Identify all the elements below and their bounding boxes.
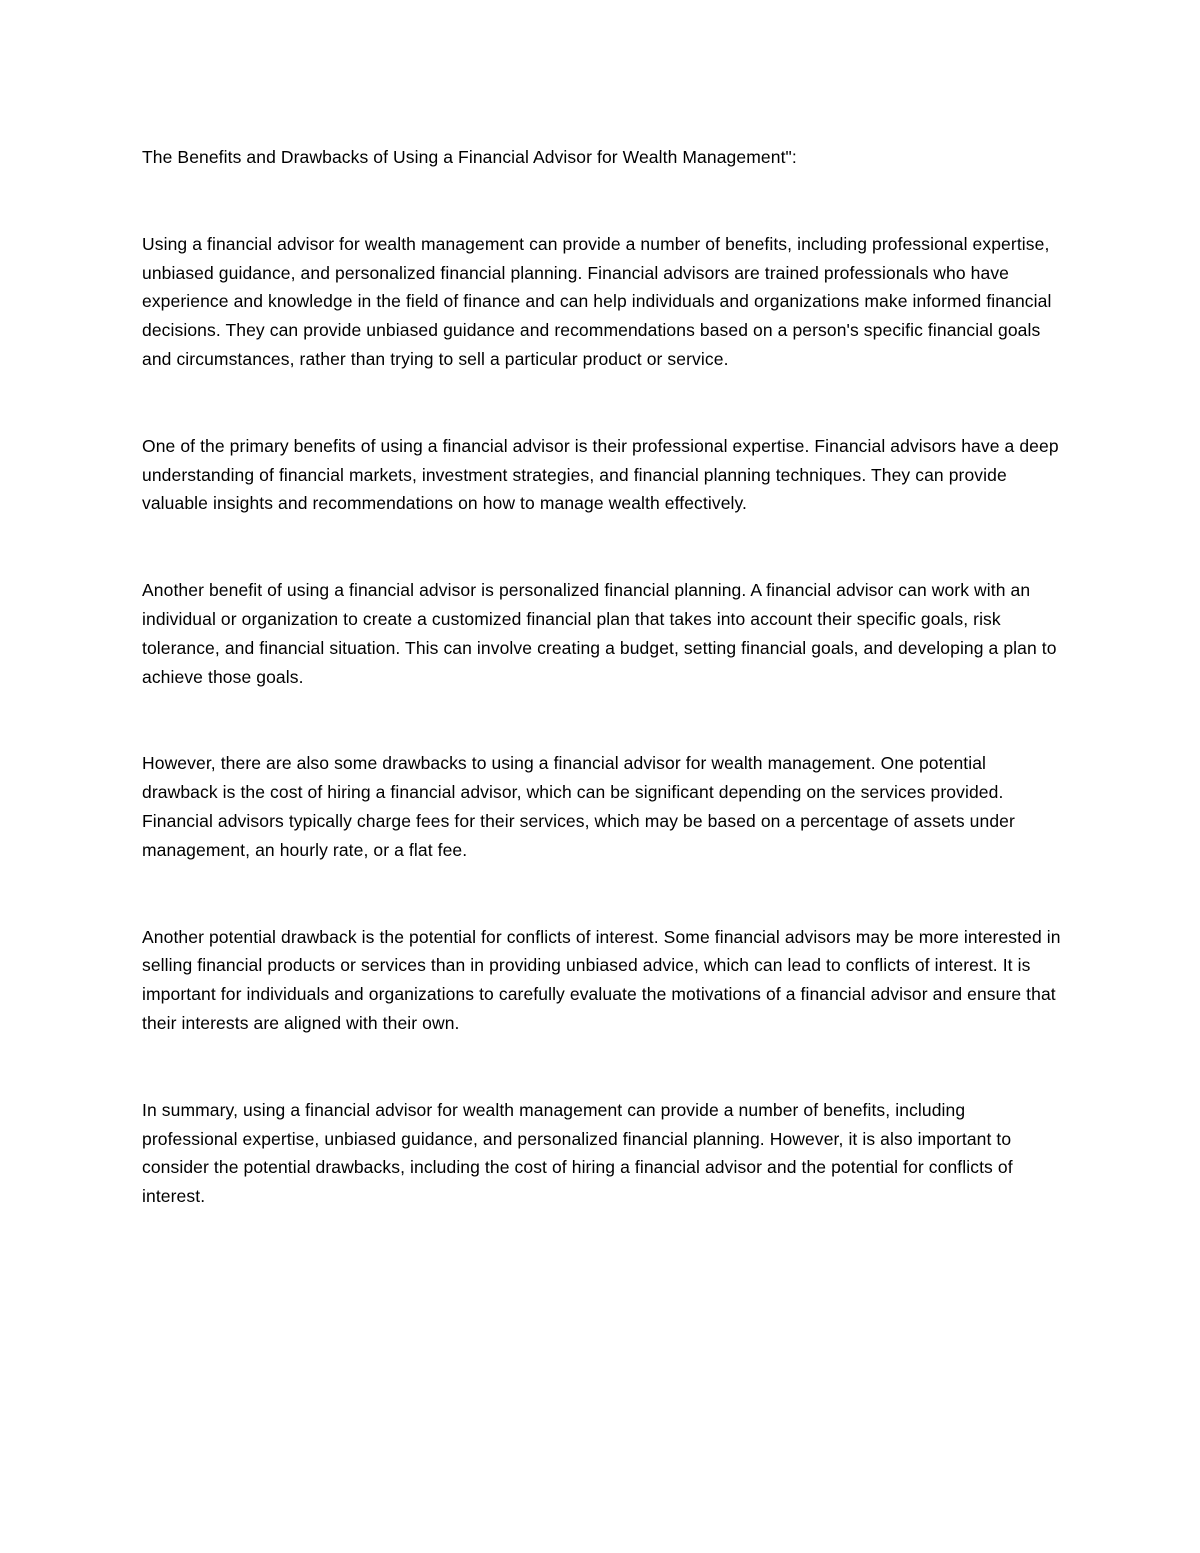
paragraph-intro: Using a financial advisor for wealth management can provide a number of benefits, including professional expertise, unbiased guidance, and personalized financial planning. Financial advisors are trained professionals who have experience and knowledge in the field of finance and can help individuals and organizations make informed financial decisions. They can provide unbiased guidance and recommendations based on a person's specific financial goals and circumstances, rather than trying to sell a particular product or service. (142, 233, 1052, 369)
paragraph-cost-drawback: However, there are also some drawbacks to using a financial advisor for wealth management. One potential drawback is the cost of hiring a financial advisor, which can be significant depending on the services provided. Financial advisors typically charge fees for their services, which may be based on a percentage of assets under management, an hourly rate, or a flat fee. (142, 753, 1015, 860)
paragraph-conflicts-drawback: Another potential drawback is the potential for conflicts of interest. Some financial advisors may be more interested in selling financial products or services than in providing unbiased advice, which can lead to conflicts of interest. It is important for individuals and organizations to carefully evaluate the motivations of a financial advisor and ensure that their interests are aligned with their own. (142, 926, 1061, 1033)
paragraph-summary: In summary, using a financial advisor for wealth management can provide a number of benefits, including professional expertise, unbiased guidance, and personalized financial planning. However, it is also important to consider the potential drawbacks, including the cost of hiring a financial advisor and the potential for conflicts of interest. (142, 1099, 1013, 1207)
paragraph-personalized-planning: Another benefit of using a financial advisor is personalized financial planning. A financial advisor can work with an individual or organization to create a customized financial plan that takes into account their specific goals, risk tolerance, and financial situation. This can involve creating a budget, setting financial goals, and developing a plan to achieve those goals. (142, 580, 1057, 687)
document-title: The Benefits and Drawbacks of Using a Financial Advisor for Wealth Management": (142, 147, 797, 167)
document-body (142, 143, 1062, 1269)
paragraph-expertise: One of the primary benefits of using a financial advisor is their professional expertise. Financial advisors have a deep understanding of financial markets, investment strategies, and financial planning techniques. They can provide valuable insights and recommendations on how to manage wealth effectively. (142, 435, 1059, 514)
